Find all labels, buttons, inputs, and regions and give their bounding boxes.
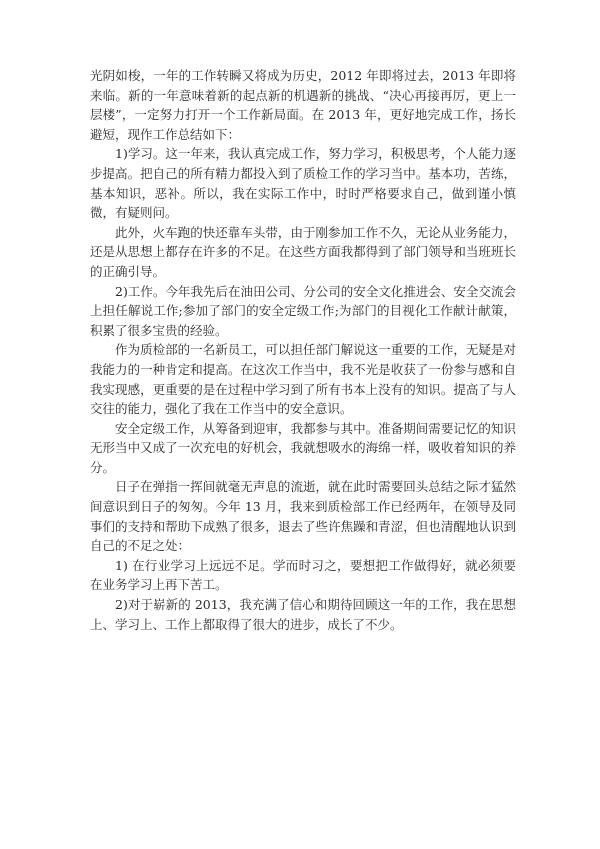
guidance-paragraph: 此外，火车跑的快还靠车头带，由于刚参加工作不久，无论从业务能力，还是从思想上都存在许多的不足。在这些方面我都得到了部门领导和当班班长的正确引导。 (90, 224, 516, 279)
document-body (90, 66, 516, 634)
narrator-paragraph: 作为质检部的一名新员工，可以担任部门解说这一重要的工作，无疑是对我能力的一种肯定和提高。在这次工作当中，我不光是收获了一份参与感和自我实现感，更重要的是在过程中学习到了所有书本上没有的知识。提高了与人交往的能力，强化了我在工作当中的安全意识。 (90, 342, 516, 417)
reflection-paragraph: 日子在弹指一挥间就毫无声息的流逝，就在此时需要回头总结之际才猛然间意识到日子的匆匆。今年 13 月，我来到质检部工作已经两年，在领导及同事们的支持和帮助下成熟了很多，退去了些许焦躁和青涩，但也清醒地认识到自己的不足之处： (90, 479, 516, 554)
outlook-paragraph: 2)对于崭新的 2013，我充满了信心和期待回顾这一年的工作，我在思想上、学习上、工作上都取得了很大的进步，成长了不少。 (90, 597, 516, 632)
study-paragraph: 1)学习。这一年来，我认真完成工作，努力学习，积极思考，个人能力逐步提高。把自己的所有精力都投入到了质检工作的学习当中。基本功，苦练，基本知识，恶补。所以，我在实际工作中，时时严格要求自己，做到谨小慎微，有疑则问。 (90, 146, 516, 221)
shortcoming-paragraph: 1) 在行业学习上远远不足。学而时习之，要想把工作做得好，就必须要在业务学习上再下苦工。 (90, 557, 516, 593)
safety-rating-paragraph: 安全定级工作，从筹备到迎审，我都参与其中。准备期间需要记忆的知识无形当中又成了一次充电的好机会，我就想吸水的海绵一样，吸收着知识的养分。 (90, 420, 516, 475)
work-paragraph: 2)工作。今年我先后在油田公司、分公司的安全文化推进会、安全交流会上担任解说工作;参加了部门的安全定级工作;为部门的目视化工作献计献策，积累了很多宝贵的经验。 (90, 283, 516, 338)
intro-paragraph: 光阴如梭，一年的工作转瞬又将成为历史，2012 年即将过去，2013 年即将来临。新的一年意味着新的起点新的机遇新的挑战、“决心再接再厉，更上一层楼”，一定努力打开一个工作新局面。在 2013 年，更好地完成工作，扬长避短，现作工作总结如下： (90, 68, 516, 142)
